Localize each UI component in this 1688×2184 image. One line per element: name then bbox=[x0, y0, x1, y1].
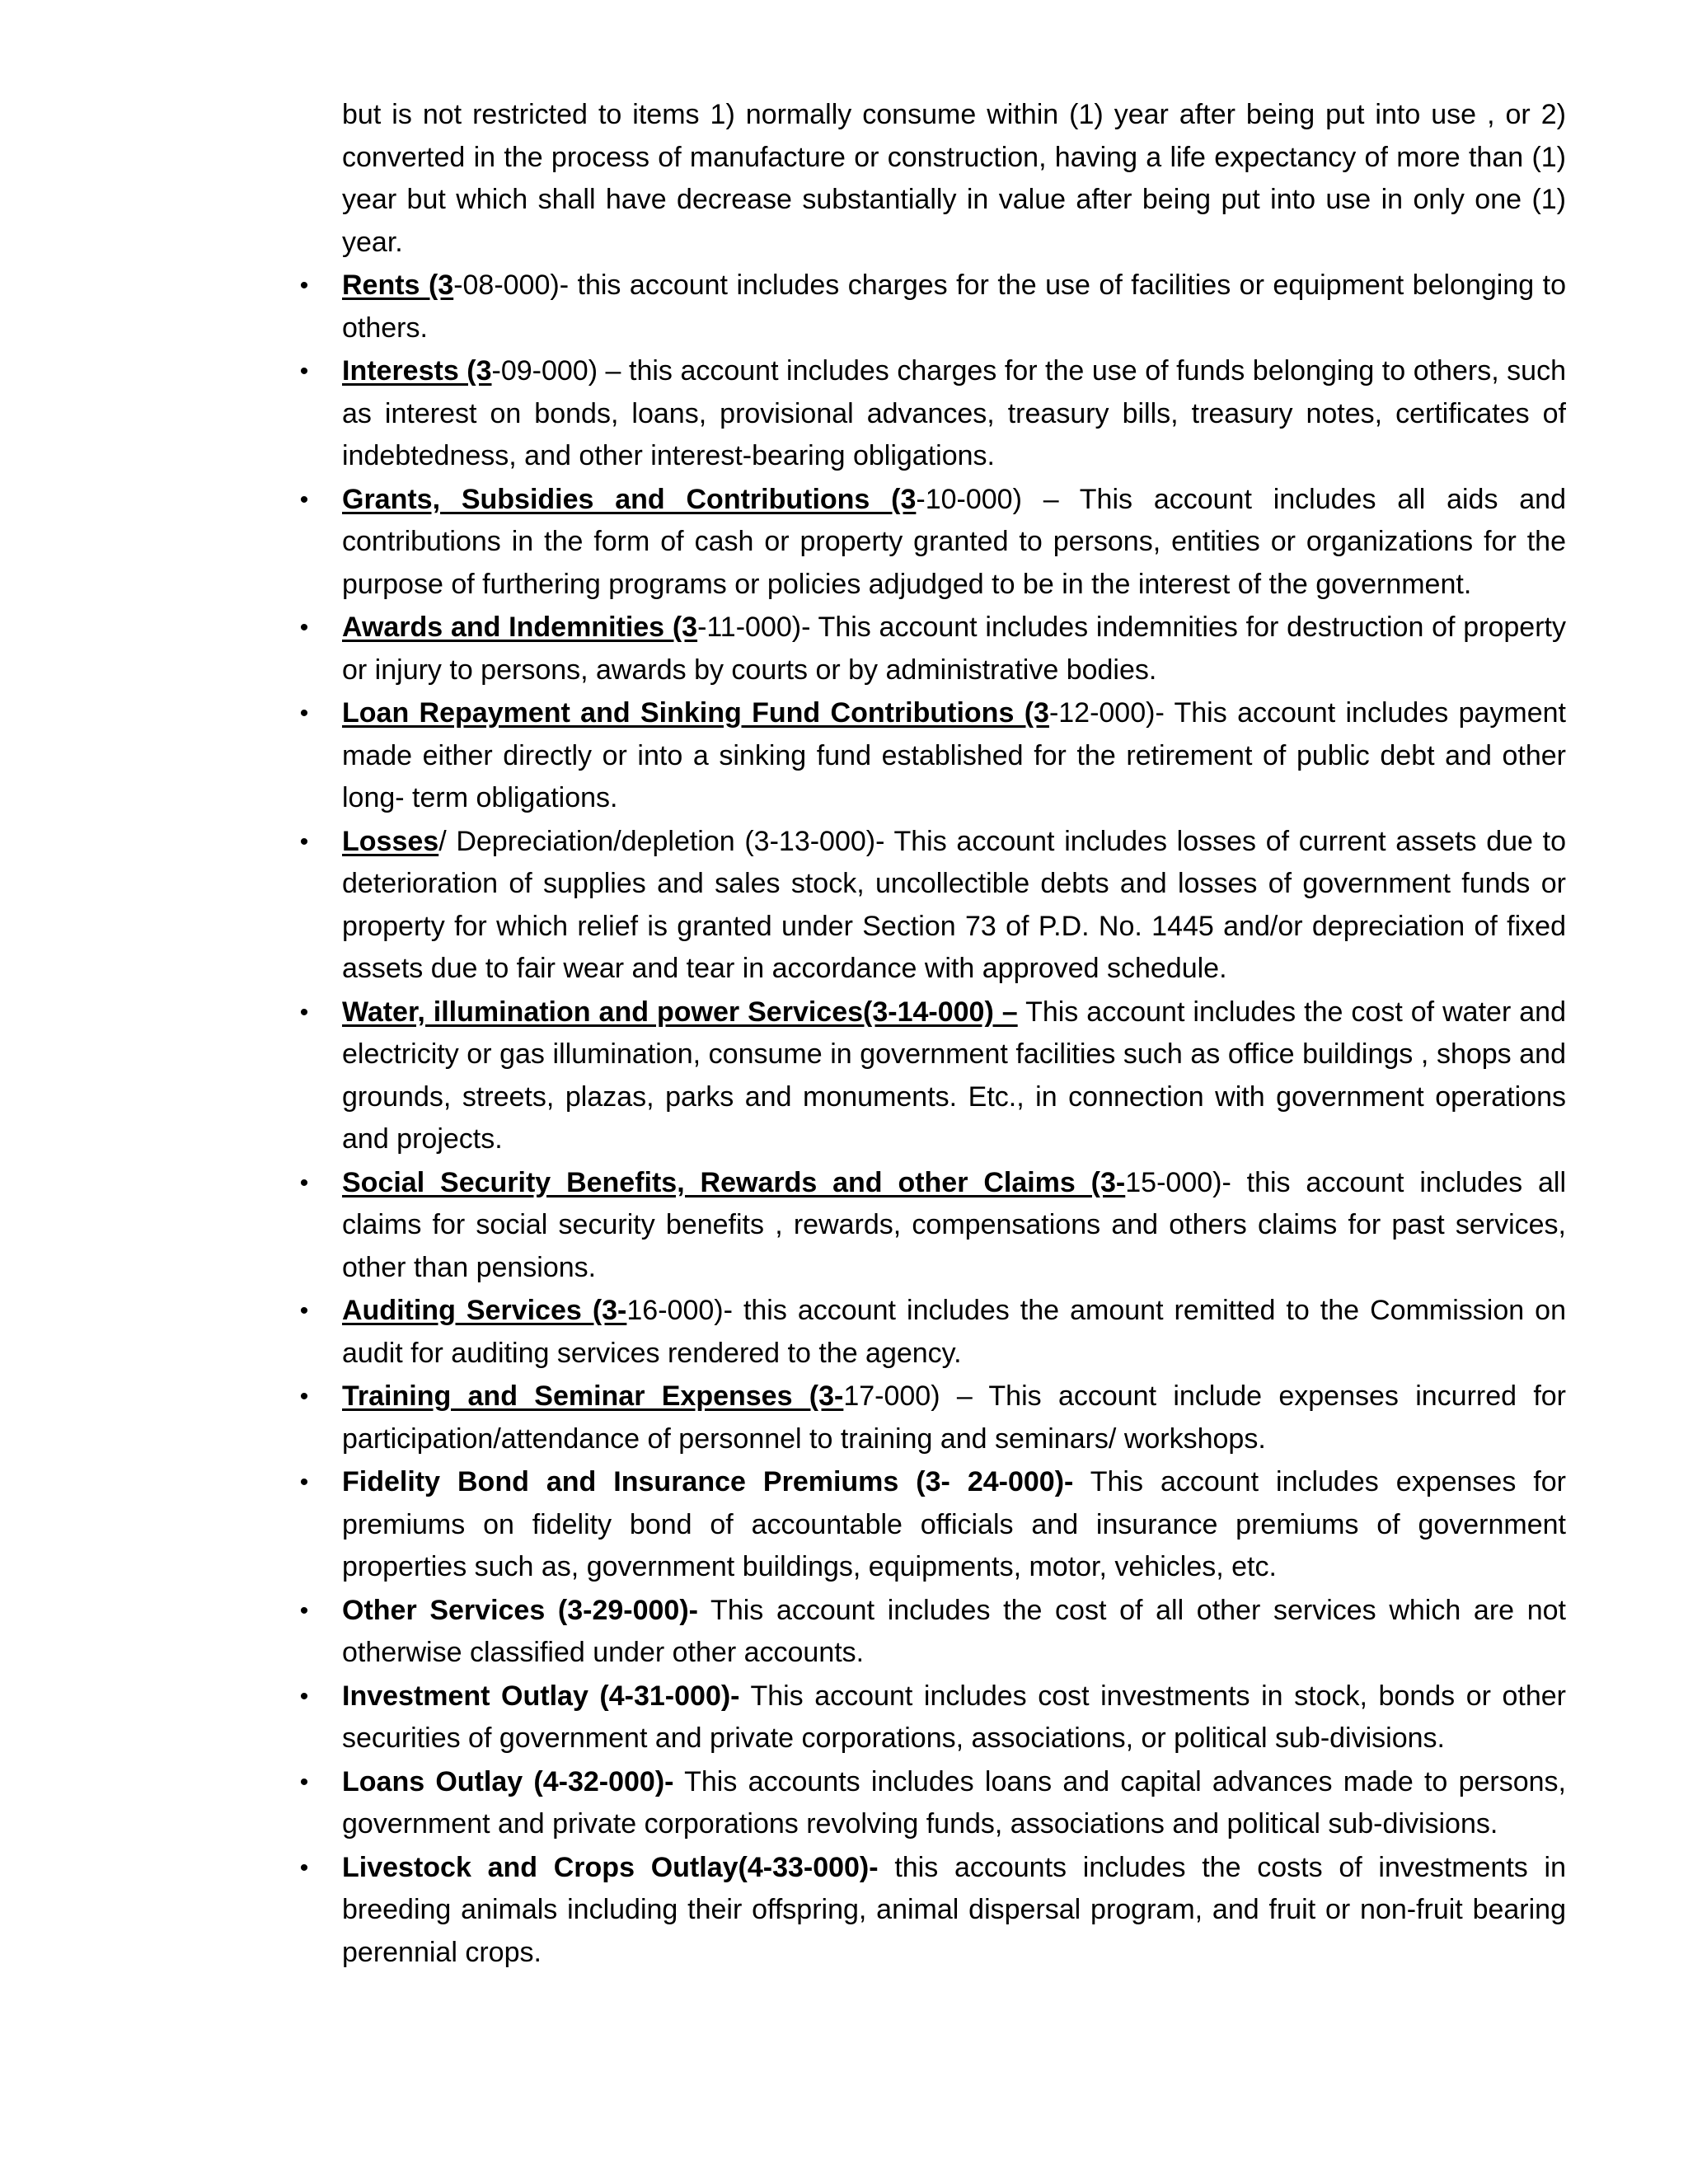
item-term: Auditing Services (3- bbox=[342, 1295, 627, 1326]
item-description: -10-000) – This account includes all aids and contributions in the form of cash or property granted to persons, entities or organizations for the purpose of furthering programs or policies adjudged to be in the interest of the government. bbox=[342, 483, 1566, 600]
item-description: / Depreciation/depletion (3-13-000)- This account includes losses of current assets due to deterioration of supplies and sales stock, uncollectible debts and losses of government funds or property for which relief is granted under Section 73 of P.D. No. 1445 and/or depreciation of fixed assets due to fair wear and tear in accordance with approved schedule. bbox=[342, 825, 1566, 984]
list-item-interests bbox=[299, 350, 1566, 478]
bullet-icon: • bbox=[299, 1596, 309, 1624]
bullet-icon: • bbox=[299, 998, 309, 1026]
item-description: This accounts includes loans and capital advances made to persons, government and private corporations revolving funds, associations and political sub-divisions. bbox=[342, 1765, 1566, 1840]
item-description: This account includes the cost of water and electricity or gas illumination, consume in government facilities such as office buildings , shops and grounds, streets, plazas, parks and monuments. Etc., in connection with government operations and projects. bbox=[342, 996, 1566, 1155]
list-item-investment-outlay bbox=[299, 1675, 1566, 1760]
bullet-icon: • bbox=[299, 827, 309, 855]
item-description: This account includes cost investments in stock, bonds or other securities of government and private corporations, associations, or political sub-divisions. bbox=[342, 1680, 1566, 1754]
bullet-icon: • bbox=[299, 485, 309, 513]
item-term: Rents (3 bbox=[342, 269, 454, 301]
list-item-loan-repayment bbox=[299, 692, 1566, 820]
list-item-fidelity-bond bbox=[299, 1461, 1567, 1589]
item-description: -09-000) – this account includes charges for the use of funds belonging to others, such as interest on bonds, loans, provisional advances, treasury bills, treasury notes, certificates of indebtedness, and other interest-bearing obligations. bbox=[342, 355, 1566, 471]
item-term: Other Services (3-29-000)- bbox=[342, 1594, 698, 1626]
item-description: -12-000)- This account includes payment made either directly or into a sinking fund established for the retirement of public debt and other long- term obligations. bbox=[342, 697, 1566, 813]
item-term: Fidelity Bond and Insurance Premiums (3- 24-000)- bbox=[342, 1466, 1074, 1497]
list-item-livestock-crops bbox=[299, 1847, 1566, 1975]
list-item-rents bbox=[299, 265, 1566, 349]
item-term: Water, illumination and power Services(3-14-000) – bbox=[342, 996, 1018, 1028]
list-item-losses bbox=[299, 821, 1566, 991]
item-term: Social Security Benefits, Rewards and other Claims (3- bbox=[342, 1166, 1126, 1198]
list-item-social-security bbox=[299, 1162, 1566, 1290]
item-term: Livestock and Crops Outlay(4-33-000)- bbox=[342, 1851, 879, 1883]
bullet-icon: • bbox=[299, 1383, 309, 1410]
item-description: -08-000)- this account includes charges for the use of facilities or equipment belonging to others. bbox=[342, 269, 1566, 344]
list-item-loans-outlay bbox=[299, 1761, 1566, 1846]
item-term: Grants, Subsidies and Contributions (3 bbox=[342, 483, 917, 515]
bullet-icon: • bbox=[299, 272, 309, 299]
item-description: 16-000)- this account includes the amount remitted to the Commission on audit for auditing services rendered to the agency. bbox=[342, 1295, 1566, 1369]
bullet-icon: • bbox=[299, 358, 309, 385]
item-description: This account includes the cost of all other services which are not otherwise classified under other accounts. bbox=[342, 1594, 1566, 1668]
item-term: Loan Repayment and Sinking Fund Contributions (3 bbox=[342, 697, 1049, 729]
item-term: Awards and Indemnities (3 bbox=[342, 612, 698, 643]
item-description: 17-000) – This account include expenses incurred for participation/attendance of personnel to training and seminars/ workshops. bbox=[342, 1380, 1566, 1455]
document-body bbox=[299, 94, 1567, 1975]
list-item-water-illumination bbox=[299, 991, 1566, 1161]
list-item-training bbox=[299, 1376, 1566, 1460]
item-term: Losses bbox=[342, 825, 439, 857]
list-item-awards bbox=[299, 607, 1566, 691]
bullet-icon: • bbox=[299, 1297, 309, 1324]
item-term: Loans Outlay (4-32-000)- bbox=[342, 1765, 674, 1797]
lead-paragraph: but is not restricted to items 1) normally consume within (1) year after being put into use , or 2) converted in the process of manufacture or construction, having a life expectancy of more than (1) year but which shall have decrease substantially in value after being put into use in only one (1) year. bbox=[342, 99, 1566, 258]
bullet-icon: • bbox=[299, 1169, 309, 1197]
bullet-icon: • bbox=[299, 614, 309, 641]
bullet-icon: • bbox=[299, 700, 309, 727]
item-description: this accounts includes the costs of investments in breeding animals including their offspring, animal dispersal program, and fruit or non-fruit bearing perennial crops. bbox=[342, 1851, 1566, 1968]
bullet-icon: • bbox=[299, 1768, 309, 1796]
item-description: This account includes expenses for premiums on fidelity bond of accountable officials and insurance premiums of government properties such as, government buildings, equipments, motor, vehicles, etc. bbox=[342, 1466, 1567, 1582]
list-item-grants bbox=[299, 479, 1566, 607]
item-term: Training and Seminar Expenses (3- bbox=[342, 1380, 844, 1412]
account-list bbox=[299, 265, 1567, 1974]
item-term: Investment Outlay (4-31-000)- bbox=[342, 1680, 740, 1712]
item-description: 15-000)- this account includes all claims for social security benefits , rewards, compensations and others claims for past services, other than pensions. bbox=[342, 1166, 1566, 1283]
list-item-other-services bbox=[299, 1590, 1566, 1675]
bullet-icon: • bbox=[299, 1469, 309, 1496]
bullet-icon: • bbox=[299, 1854, 309, 1882]
item-description: -11-000)- This account includes indemnities for destruction of property or injury to persons, awards by courts or by administrative bodies. bbox=[342, 612, 1566, 686]
bullet-icon: • bbox=[299, 1682, 309, 1710]
item-term: Interests (3 bbox=[342, 355, 492, 387]
list-item-auditing bbox=[299, 1290, 1566, 1375]
